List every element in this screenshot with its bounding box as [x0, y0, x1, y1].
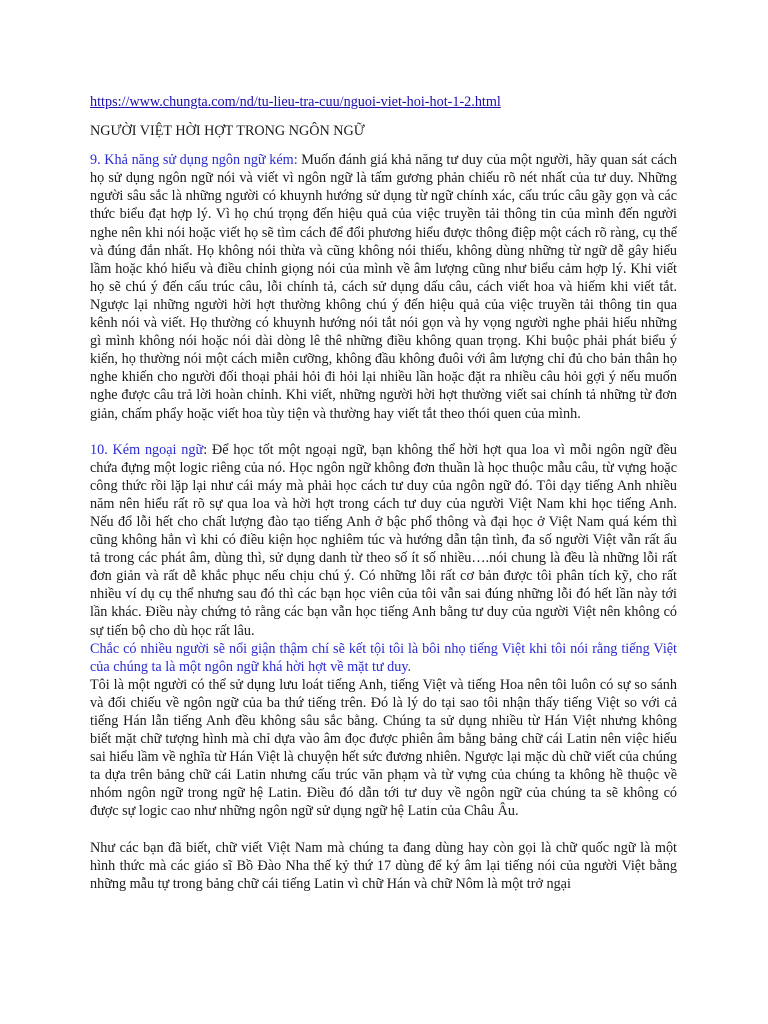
document-title: NGƯỜI VIỆT HỜI HỢT TRONG NGÔN NGỮ [90, 123, 365, 140]
section-10-heading: 10. Kém ngoại ngữ [90, 441, 204, 458]
section-9-heading: 9. Khả năng sử dụng ngôn ngữ kém: [90, 152, 298, 169]
section-10-paragraph [90, 441, 677, 640]
source-link[interactable]: https://www.chungta.com/nd/tu-lieu-tra-cuu/nguoi-viet-hoi-hot-1-2.html [90, 94, 501, 110]
section-9-paragraph [90, 151, 677, 422]
closing-paragraph: Như các bạn đã biết, chữ viết Việt Nam mà chúng ta đang dùng hay còn gọi là chữ quốc ngữ là một hình thức mà các giáo sĩ Bồ Đào Nha thế kỷ thứ 17 dùng để ký âm lại tiếng nói của người Việt bằng những mẫu tự trong bảng chữ cái tiếng Latin vì chữ Hán và chữ Nôm là một trở ngại [90, 839, 677, 892]
section-9-body: Muốn đánh giá khả năng tư duy của một người, hãy quan sát cách họ sử dụng ngôn ngữ nói và viết vì ngôn ngữ là tấm gương phản chiếu rõ nét nhất của tư duy. Những người sâu sắc là những người có khuynh hướng sử dụng từ ngữ chính xác, cấu trúc câu gãy gọn và các thức biểu đạt hợp lý. Vì họ chú trọng đến hiệu quả của việc truyền tải thông tin của mình đến người nghe nên khi nói hoặc viết họ sẽ tìm cách để đổi phương hiểu được thông điệp một cách rõ ràng, cụ thể và đúng đắn nhất. Họ không nói thừa và cũng không nói thiếu, không dùng những từ ngữ dễ gây hiểu lầm hoặc khó hiểu và điều chỉnh giọng nói của mình về âm lượng cũng như biểu cảm hợp lý. Khi viết họ sẽ chú ý đến cấu trúc câu, lỗi chính tả, cách sử dụng dấu câu, cách viết hoa và hiếm khi viết tắt. Ngược lại những người hời hợt thường không chú ý đến hiệu quả của việc truyền tải thông tin qua kênh nói và viết. Họ thường có khuynh hướng nói tắt nói gọn và hy vọng người nghe phải hiểu những gì mình không nói hoặc nói dài dòng lê thê những điều không quan trọng. Khi buộc phải phát biểu ý kiến, họ thường nói một cách miễn cưỡng, không đầu không đuôi với âm lượng chỉ đủ cho bản thân họ nghe khiến cho người đối thoại phải hỏi đi hỏi lại nhiều lần hoặc đặt ra nhiều câu hỏi gợi ý nếu muốn nghe được câu trả lời hoàn chỉnh. Khi viết, những người hời hợt thường viết sai chính tả những từ đơn giản, chấm phẩy hoặc viết hoa tùy tiện và thường hay viết tắt theo thói quen của mình. [90, 152, 678, 422]
section-10-body: : Để học tốt một ngoại ngữ, bạn không thể hời hợt qua loa vì mỗi ngôn ngữ đều chứa đựng một logic riêng của nó. Học ngôn ngữ không đơn thuần là học thuộc mẫu câu, từ vựng hoặc công thức rồi lặp lại như cái máy mà phải học cách tư duy của ngôn ngữ đó. Tôi dạy tiếng Anh nhiều năm nên hiểu rất rõ sự qua loa và hời hợt trong cách tư duy của người Việt Nam khi học tiếng Anh. Nếu đổ lỗi hết cho chất lượng đào tạo tiếng Anh ở bậc phổ thông và đại học ở Việt Nam quá kém thì cũng không hẳn vì khi có điều kiện học nghiêm túc và hướng dẫn tận tình, đa số người Việt vẫn rất ẩu tả trong các phát âm, dùng thì, sử dụng danh từ theo số ít số nhiều….nói chung là đều là những lỗi rất đơn giản và rất dễ khắc phục nếu chịu chú ý. Có những lỗi rất cơ bản được tôi phân tích kỹ, cho rất nhiều ví dụ cụ thể nhưng sau đó thì các bạn học viên của tôi vẫn sai đúng những lỗi đó hết lần này tới lần khác. Điều này chứng tỏ rằng các bạn vẫn học tiếng Anh bằng tư duy của người Việt nên không có sự tiến bộ cho dù học rất lâu. [90, 441, 677, 639]
document-page [90, 93, 677, 893]
section-10-highlight: Chắc có nhiều người sẽ nổi giận thậm chí sẽ kết tội tôi là bôi nhọ tiếng Việt khi tôi nói rằng tiếng Việt của chúng ta là một ngôn ngữ khá hời hợt về mặt tư duy. [90, 640, 677, 675]
section-10-continuation: Tôi là một người có thể sử dụng lưu loát tiếng Anh, tiếng Việt và tiếng Hoa nên tôi luôn có sự so sánh và đối chiếu về ngôn ngữ của ba thứ tiếng trên. Đó là lý do tại sao tôi nhận thấy tiếng Việt so với cả tiếng Hán lẫn tiếng Anh đều không sâu sắc bằng. Chúng ta sử dụng nhiều từ Hán Việt nhưng không biết mặt chữ tượng hình mà chỉ dựa vào âm đọc được phiên âm bằng bảng chữ cái Latin nên việc hiểu sai hiểu lầm về nghĩa từ Hán Việt là chuyện hết sức đương nhiên. Ngược lại mặc dù chữ viết của chúng ta dựa trên bảng chữ cái Latin nhưng cấu trúc văn phạm và từ vựng của chúng ta không hề thuộc về nhóm ngôn ngữ trong ngữ hệ Latin. Điều đó dẫn tới tư duy về ngôn ngữ của chúng ta sẽ không có được sự logic cao như những ngôn ngữ sử dụng ngữ hệ Latin của Châu Âu. [90, 676, 677, 820]
